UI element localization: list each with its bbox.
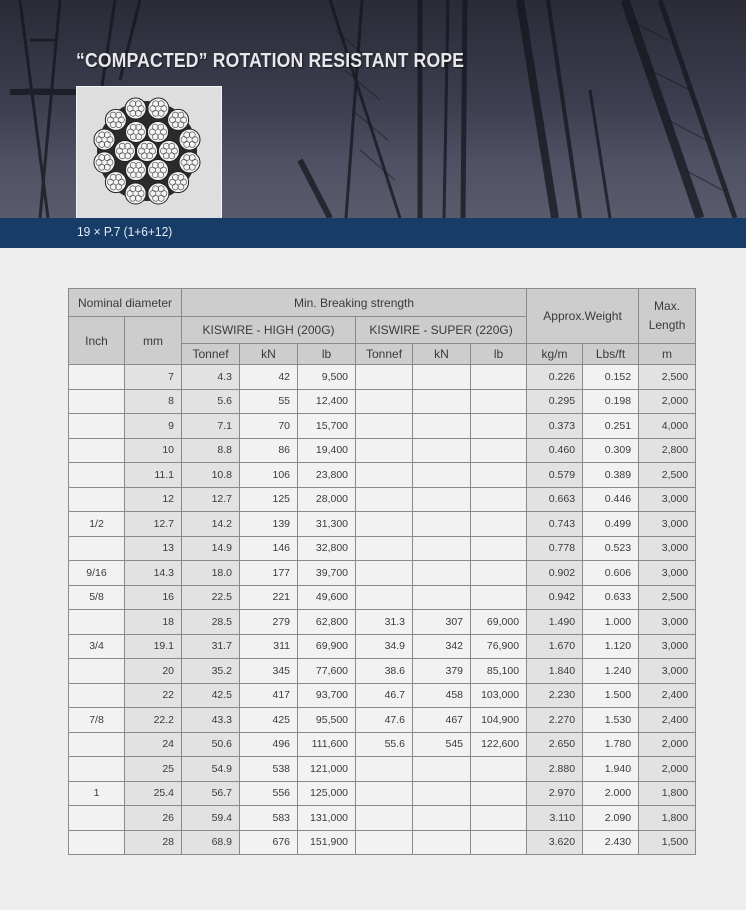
cell-super-lb [471,487,527,512]
header-lbsft: Lbs/ft [583,344,639,365]
table-row [69,610,696,635]
cell-high-tonnef: 5.6 [182,389,240,414]
cell-kgm: 0.460 [527,438,583,463]
cell-kgm: 1.840 [527,659,583,684]
cell-inch [69,610,125,635]
cell-lbsft: 1.240 [583,659,639,684]
cell-super-kn [413,487,471,512]
table-row [69,487,696,512]
cell-max-m: 1,800 [639,806,696,831]
cell-super-lb: 122,600 [471,732,527,757]
cell-lbsft: 1.120 [583,634,639,659]
cell-max-m: 3,000 [639,561,696,586]
header-max-length: Max. Length [639,289,696,344]
header-kiswire-super: KISWIRE - SUPER (220G) [356,317,527,344]
cell-super-tonnef [356,463,413,488]
cell-super-tonnef [356,585,413,610]
header-mm: mm [125,317,182,365]
cell-super-kn: 379 [413,659,471,684]
cell-high-lb: 23,800 [298,463,356,488]
cell-high-kn: 496 [240,732,298,757]
cell-high-lb: 19,400 [298,438,356,463]
table-row [69,389,696,414]
cell-mm: 19.1 [125,634,182,659]
table-row [69,806,696,831]
cell-super-kn: 307 [413,610,471,635]
cell-high-tonnef: 59.4 [182,806,240,831]
cell-inch: 7/8 [69,708,125,733]
cell-kgm: 1.490 [527,610,583,635]
cell-high-kn: 279 [240,610,298,635]
table-row [69,732,696,757]
cell-mm: 12 [125,487,182,512]
cell-mm: 8 [125,389,182,414]
cell-kgm: 3.620 [527,830,583,855]
cell-high-kn: 86 [240,438,298,463]
cell-high-tonnef: 68.9 [182,830,240,855]
cell-high-tonnef: 56.7 [182,781,240,806]
cell-mm: 7 [125,365,182,390]
cell-super-kn [413,512,471,537]
cell-high-tonnef: 4.3 [182,365,240,390]
cell-super-kn [413,830,471,855]
cell-super-tonnef: 46.7 [356,683,413,708]
cell-super-lb: 76,900 [471,634,527,659]
header-super-tonnef: Tonnef [356,344,413,365]
cell-super-tonnef: 34.9 [356,634,413,659]
cell-mm: 13 [125,536,182,561]
cell-inch: 3/4 [69,634,125,659]
table-row [69,536,696,561]
cell-lbsft: 0.606 [583,561,639,586]
cell-super-lb [471,389,527,414]
cell-max-m: 2,500 [639,463,696,488]
cell-high-lb: 9,500 [298,365,356,390]
cell-super-kn [413,365,471,390]
cell-high-tonnef: 28.5 [182,610,240,635]
cell-high-lb: 121,000 [298,757,356,782]
cell-lbsft: 1.940 [583,757,639,782]
cell-lbsft: 0.633 [583,585,639,610]
table-row [69,634,696,659]
cell-kgm: 0.579 [527,463,583,488]
cell-high-lb: 125,000 [298,781,356,806]
cell-high-tonnef: 22.5 [182,585,240,610]
cell-kgm: 2.230 [527,683,583,708]
cell-super-kn [413,757,471,782]
cell-inch: 5/8 [69,585,125,610]
cell-super-lb [471,561,527,586]
cell-high-tonnef: 50.6 [182,732,240,757]
cell-super-lb [471,536,527,561]
cell-mm: 20 [125,659,182,684]
cell-super-kn [413,561,471,586]
cell-max-m: 2,500 [639,365,696,390]
cell-mm: 12.7 [125,512,182,537]
table-row [69,438,696,463]
cell-kgm: 2.650 [527,732,583,757]
rope-cross-section-image [76,86,222,218]
header-approx-weight: Approx.Weight [527,289,639,344]
cell-super-tonnef: 38.6 [356,659,413,684]
table-row [69,561,696,586]
cell-max-m: 2,500 [639,585,696,610]
cell-high-tonnef: 7.1 [182,414,240,439]
header-inch: Inch [69,317,125,365]
cell-inch [69,536,125,561]
cell-super-lb [471,806,527,831]
cell-inch [69,389,125,414]
cell-super-lb [471,438,527,463]
cell-high-kn: 177 [240,561,298,586]
cell-max-m: 2,400 [639,683,696,708]
table-row [69,463,696,488]
header-nominal-diameter: Nominal diameter [69,289,182,317]
cell-super-tonnef [356,512,413,537]
header-m: m [639,344,696,365]
cell-lbsft: 2.090 [583,806,639,831]
header-high-tonnef: Tonnef [182,344,240,365]
cell-high-kn: 55 [240,389,298,414]
cell-super-kn [413,463,471,488]
cell-max-m: 2,000 [639,732,696,757]
table-row [69,585,696,610]
cell-super-lb [471,512,527,537]
cell-high-kn: 676 [240,830,298,855]
cell-kgm: 0.226 [527,365,583,390]
cell-high-tonnef: 31.7 [182,634,240,659]
cell-high-tonnef: 14.2 [182,512,240,537]
cell-mm: 11.1 [125,463,182,488]
cell-max-m: 2,800 [639,438,696,463]
cell-lbsft: 0.523 [583,536,639,561]
cell-mm: 10 [125,438,182,463]
cell-max-m: 1,800 [639,781,696,806]
cell-high-kn: 221 [240,585,298,610]
cell-super-tonnef [356,438,413,463]
cell-inch [69,806,125,831]
cell-lbsft: 1.500 [583,683,639,708]
cell-lbsft: 0.198 [583,389,639,414]
cell-max-m: 3,000 [639,659,696,684]
cell-high-tonnef: 14.9 [182,536,240,561]
cell-mm: 18 [125,610,182,635]
cell-lbsft: 0.389 [583,463,639,488]
cell-inch: 9/16 [69,561,125,586]
cell-mm: 28 [125,830,182,855]
cell-super-lb: 85,100 [471,659,527,684]
cell-max-m: 3,000 [639,512,696,537]
cell-inch [69,414,125,439]
table-row [69,659,696,684]
cell-super-kn [413,389,471,414]
cell-lbsft: 0.251 [583,414,639,439]
table-row [69,365,696,390]
cell-high-lb: 39,700 [298,561,356,586]
cell-inch [69,683,125,708]
header-super-kn: kN [413,344,471,365]
cell-high-kn: 139 [240,512,298,537]
cell-high-tonnef: 54.9 [182,757,240,782]
cell-high-lb: 95,500 [298,708,356,733]
cell-super-tonnef [356,365,413,390]
cell-super-kn [413,781,471,806]
cell-kgm: 2.880 [527,757,583,782]
header-high-kn: kN [240,344,298,365]
cell-high-lb: 111,600 [298,732,356,757]
cell-super-lb [471,463,527,488]
cell-high-kn: 538 [240,757,298,782]
cell-mm: 16 [125,585,182,610]
cell-super-tonnef [356,757,413,782]
cell-kgm: 0.373 [527,414,583,439]
cell-super-lb [471,585,527,610]
cell-high-kn: 345 [240,659,298,684]
cell-high-lb: 49,600 [298,585,356,610]
cell-high-tonnef: 35.2 [182,659,240,684]
cell-inch [69,365,125,390]
cell-super-kn [413,585,471,610]
cell-mm: 22 [125,683,182,708]
cell-inch: 1/2 [69,512,125,537]
cell-high-lb: 28,000 [298,487,356,512]
cell-mm: 24 [125,732,182,757]
cell-super-kn [413,806,471,831]
cell-super-tonnef [356,781,413,806]
cell-mm: 25 [125,757,182,782]
cell-super-tonnef [356,561,413,586]
cell-inch: 1 [69,781,125,806]
cell-inch [69,757,125,782]
cell-kgm: 0.663 [527,487,583,512]
cell-lbsft: 0.499 [583,512,639,537]
cell-lbsft: 2.000 [583,781,639,806]
table-row [69,781,696,806]
cell-inch [69,438,125,463]
cell-high-lb: 131,000 [298,806,356,831]
cell-high-lb: 151,900 [298,830,356,855]
cell-max-m: 3,000 [639,610,696,635]
cell-super-tonnef: 47.6 [356,708,413,733]
cell-max-m: 1,500 [639,830,696,855]
table-row [69,757,696,782]
cell-super-kn [413,414,471,439]
cell-kgm: 3.110 [527,806,583,831]
cell-kgm: 2.270 [527,708,583,733]
table-row [69,414,696,439]
cell-max-m: 2,000 [639,757,696,782]
cell-high-kn: 556 [240,781,298,806]
cell-lbsft: 0.309 [583,438,639,463]
cell-lbsft: 2.430 [583,830,639,855]
cell-super-tonnef: 31.3 [356,610,413,635]
cell-super-tonnef: 55.6 [356,732,413,757]
cell-inch [69,830,125,855]
cell-high-lb: 15,700 [298,414,356,439]
cell-high-kn: 42 [240,365,298,390]
cell-super-tonnef [356,389,413,414]
cell-high-lb: 31,300 [298,512,356,537]
cell-max-m: 3,000 [639,487,696,512]
cell-high-kn: 311 [240,634,298,659]
cell-high-tonnef: 10.8 [182,463,240,488]
cell-super-lb: 103,000 [471,683,527,708]
cell-high-tonnef: 43.3 [182,708,240,733]
cell-mm: 14.3 [125,561,182,586]
cell-lbsft: 0.152 [583,365,639,390]
cell-lbsft: 1.530 [583,708,639,733]
cell-high-kn: 125 [240,487,298,512]
cell-max-m: 3,000 [639,536,696,561]
header-kiswire-high: KISWIRE - HIGH (200G) [182,317,356,344]
cell-lbsft: 1.000 [583,610,639,635]
cell-high-lb: 93,700 [298,683,356,708]
page-title: “COMPACTED” ROTATION RESISTANT ROPE [76,50,465,72]
cell-mm: 22.2 [125,708,182,733]
cell-kgm: 0.902 [527,561,583,586]
cell-high-kn: 425 [240,708,298,733]
cell-kgm: 0.743 [527,512,583,537]
cell-super-kn: 467 [413,708,471,733]
cell-kgm: 0.295 [527,389,583,414]
cell-super-kn [413,438,471,463]
cell-kgm: 1.670 [527,634,583,659]
table-row [69,830,696,855]
rope-construction-label: 19 × P.7 (1+6+12) [77,224,173,239]
cell-super-lb: 104,900 [471,708,527,733]
cell-mm: 25.4 [125,781,182,806]
cell-super-lb [471,757,527,782]
cell-high-lb: 77,600 [298,659,356,684]
cell-super-kn: 458 [413,683,471,708]
cell-high-lb: 62,800 [298,610,356,635]
cell-high-kn: 70 [240,414,298,439]
cell-super-tonnef [356,830,413,855]
cell-super-lb [471,781,527,806]
cell-super-lb [471,365,527,390]
cell-inch [69,732,125,757]
cell-high-kn: 417 [240,683,298,708]
cell-mm: 26 [125,806,182,831]
cell-max-m: 4,000 [639,414,696,439]
cell-super-tonnef [356,487,413,512]
cell-high-kn: 583 [240,806,298,831]
cell-kgm: 0.778 [527,536,583,561]
cell-high-tonnef: 18.0 [182,561,240,586]
cell-lbsft: 1.780 [583,732,639,757]
cell-super-lb [471,414,527,439]
cell-super-tonnef [356,806,413,831]
cell-super-lb: 69,000 [471,610,527,635]
header-super-lb: lb [471,344,527,365]
cell-high-lb: 12,400 [298,389,356,414]
table-row [69,512,696,537]
rope-spec-table [68,288,696,855]
cell-super-kn: 545 [413,732,471,757]
cell-mm: 9 [125,414,182,439]
cell-high-tonnef: 12.7 [182,487,240,512]
header-high-lb: lb [298,344,356,365]
cell-kgm: 0.942 [527,585,583,610]
cell-high-tonnef: 42.5 [182,683,240,708]
cell-inch [69,463,125,488]
cell-kgm: 2.970 [527,781,583,806]
header-kgm: kg/m [527,344,583,365]
table-row [69,708,696,733]
header-min-breaking-strength: Min. Breaking strength [182,289,527,317]
cell-inch [69,487,125,512]
cell-super-lb [471,830,527,855]
cell-super-tonnef [356,414,413,439]
cell-max-m: 2,000 [639,389,696,414]
cell-super-kn: 342 [413,634,471,659]
cell-lbsft: 0.446 [583,487,639,512]
cell-high-kn: 106 [240,463,298,488]
cell-high-kn: 146 [240,536,298,561]
cell-super-kn [413,536,471,561]
cell-inch [69,659,125,684]
table-row [69,683,696,708]
cell-high-lb: 69,900 [298,634,356,659]
cell-high-tonnef: 8.8 [182,438,240,463]
cell-high-lb: 32,800 [298,536,356,561]
header-banner [0,0,746,218]
cell-super-tonnef [356,536,413,561]
cell-max-m: 3,000 [639,634,696,659]
cell-max-m: 2,400 [639,708,696,733]
